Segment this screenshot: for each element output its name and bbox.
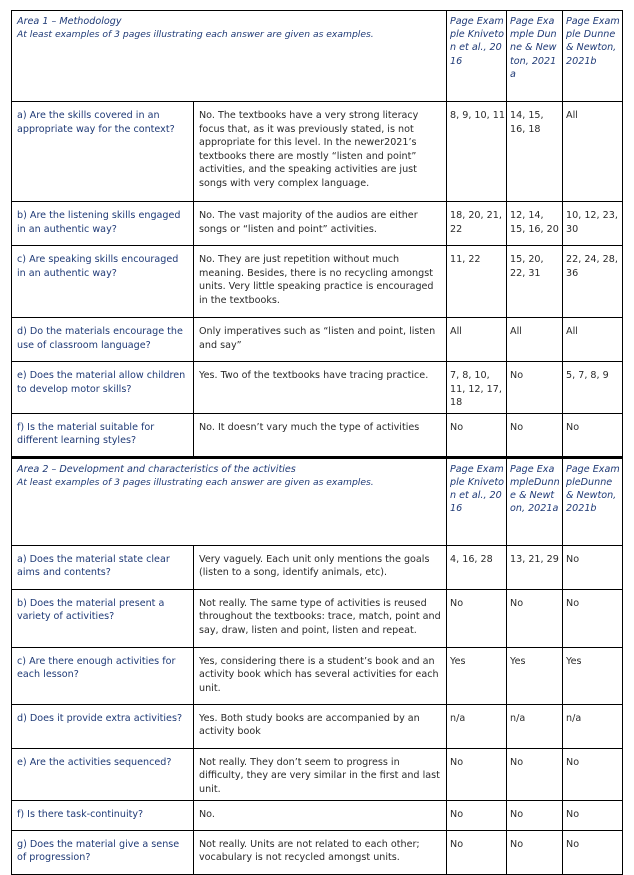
question-cell: c) Are there enough activities for each lesson? <box>12 647 194 704</box>
question-cell: e) Are the activities sequenced? <box>12 748 194 800</box>
pages-cell-2: No <box>507 413 563 457</box>
table-row <box>12 704 623 748</box>
area2-title: Area 2 – Development and characteristics of the activities <box>17 463 296 475</box>
question-cell: g) Does the material give a sense of progression? <box>12 830 194 874</box>
table-row <box>12 246 623 318</box>
pages-cell-2: No <box>507 830 563 874</box>
pages-cell-2: No <box>507 800 563 830</box>
pages-cell-1: 11, 22 <box>447 246 507 318</box>
pages-cell-2: Yes <box>507 647 563 704</box>
answer-cell: No. It doesn’t vary much the type of activities <box>194 413 447 457</box>
area1-col-header-1: Page Example Kniveton et al., 2016 <box>447 11 507 102</box>
table-row <box>12 102 623 202</box>
answer-cell: Not really. They don’t seem to progress in difficulty, they are very similar in the first and last unit. <box>194 748 447 800</box>
area2-header-row <box>12 457 623 545</box>
area2-col-header-3: Page ExampleDunne & Newton, 2021b <box>563 457 623 545</box>
area1-col-header-2: Page Example Dunne & Newton, 2021a <box>507 11 563 102</box>
area2-subtitle: At least examples of 3 pages illustrating each answer are given as examples. <box>17 476 374 488</box>
question-cell: f) Is the material suitable for different learning styles? <box>12 413 194 457</box>
table-row <box>12 362 623 414</box>
pages-cell-3: No <box>563 589 623 647</box>
area2-header-cell <box>12 457 447 545</box>
table-row <box>12 748 623 800</box>
table-row <box>12 413 623 457</box>
evaluation-table <box>11 10 623 875</box>
pages-cell-3: 5, 7, 8, 9 <box>563 362 623 414</box>
pages-cell-1: Yes <box>447 647 507 704</box>
pages-cell-2: No <box>507 589 563 647</box>
pages-cell-1: No <box>447 830 507 874</box>
question-cell: a) Does the material state clear aims and contents? <box>12 545 194 589</box>
table-row <box>12 318 623 362</box>
table-row <box>12 830 623 874</box>
answer-cell: No. They are just repetition without much meaning. Besides, there is no recycling amongst units. Very little speaking practice is encouraged in the textbooks. <box>194 246 447 318</box>
pages-cell-1: 8, 9, 10, 11 <box>447 102 507 202</box>
answer-cell: Yes, considering there is a student’s book and an activity book which has several activities for each unit. <box>194 647 447 704</box>
question-cell: b) Does the material present a variety of activities? <box>12 589 194 647</box>
area1-subtitle: At least examples of 3 pages illustrating each answer are given as examples. <box>17 29 374 40</box>
table-row <box>12 545 623 589</box>
question-cell: e) Does the material allow children to develop motor skills? <box>12 362 194 414</box>
answer-cell: Yes. Both study books are accompanied by an activity book <box>194 704 447 748</box>
table-row <box>12 589 623 647</box>
pages-cell-3: 10, 12, 23, 30 <box>563 202 623 246</box>
pages-cell-1: All <box>447 318 507 362</box>
question-cell: d) Does it provide extra activities? <box>12 704 194 748</box>
answer-cell: Yes. Two of the textbooks have tracing practice. <box>194 362 447 414</box>
pages-cell-2: All <box>507 318 563 362</box>
pages-cell-3: Yes <box>563 647 623 704</box>
answer-cell: Not really. The same type of activities is reused throughout the textbooks: trace, match, point and say, draw, listen and point, listen and repeat. <box>194 589 447 647</box>
question-cell: c) Are speaking skills encouraged in an authentic way? <box>12 246 194 318</box>
evaluation-document <box>11 10 622 864</box>
question-cell: b) Are the listening skills engaged in an authentic way? <box>12 202 194 246</box>
pages-cell-3: No <box>563 800 623 830</box>
area2-col-header-1: Page Example Kniveton et al., 2016 <box>447 457 507 545</box>
pages-cell-1: n/a <box>447 704 507 748</box>
area2-col-header-2: Page ExampleDunne & Newton, 2021a <box>507 457 563 545</box>
pages-cell-3: All <box>563 318 623 362</box>
answer-cell: No. The vast majority of the audios are either songs or “listen and point” activities. <box>194 202 447 246</box>
pages-cell-3: No <box>563 830 623 874</box>
pages-cell-3: No <box>563 413 623 457</box>
table-row <box>12 647 623 704</box>
pages-cell-3: No <box>563 545 623 589</box>
pages-cell-2: No <box>507 362 563 414</box>
answer-cell: No. The textbooks have a very strong literacy focus that, as it was previously stated, is not appropriate for this level. In the newer2021’s textbooks there are mostly “listen and point” activities, and the speaking activities are just songs with very complex language. <box>194 102 447 202</box>
pages-cell-2: 12, 14, 15, 16, 20 <box>507 202 563 246</box>
pages-cell-1: No <box>447 748 507 800</box>
answer-cell: Only imperatives such as “listen and point, listen and say” <box>194 318 447 362</box>
pages-cell-1: 7, 8, 10, 11, 12, 17, 18 <box>447 362 507 414</box>
table-row <box>12 800 623 830</box>
area1-header-row <box>12 11 623 102</box>
pages-cell-2: 13, 21, 29 <box>507 545 563 589</box>
pages-cell-3: 22, 24, 28, 36 <box>563 246 623 318</box>
answer-cell: Not really. Units are not related to each other; vocabulary is not recycled amongst units. <box>194 830 447 874</box>
question-cell: a) Are the skills covered in an appropriate way for the context? <box>12 102 194 202</box>
pages-cell-1: No <box>447 589 507 647</box>
table-row <box>12 202 623 246</box>
pages-cell-2: 14, 15, 16, 18 <box>507 102 563 202</box>
area1-header-cell <box>12 11 447 102</box>
pages-cell-2: No <box>507 748 563 800</box>
pages-cell-2: n/a <box>507 704 563 748</box>
pages-cell-1: 4, 16, 28 <box>447 545 507 589</box>
pages-cell-1: 18, 20, 21, 22 <box>447 202 507 246</box>
pages-cell-3: All <box>563 102 623 202</box>
pages-cell-2: 15, 20, 22, 31 <box>507 246 563 318</box>
pages-cell-3: No <box>563 748 623 800</box>
question-cell: d) Do the materials encourage the use of classroom language? <box>12 318 194 362</box>
pages-cell-3: n/a <box>563 704 623 748</box>
question-cell: f) Is there task-continuity? <box>12 800 194 830</box>
answer-cell: No. <box>194 800 447 830</box>
area1-col-header-3: Page Example Dunne & Newton, 2021b <box>563 11 623 102</box>
area1-title: Area 1 – Methodology <box>17 16 122 27</box>
pages-cell-1: No <box>447 800 507 830</box>
answer-cell: Very vaguely. Each unit only mentions the goals (listen to a song, identify animals, etc). <box>194 545 447 589</box>
pages-cell-1: No <box>447 413 507 457</box>
